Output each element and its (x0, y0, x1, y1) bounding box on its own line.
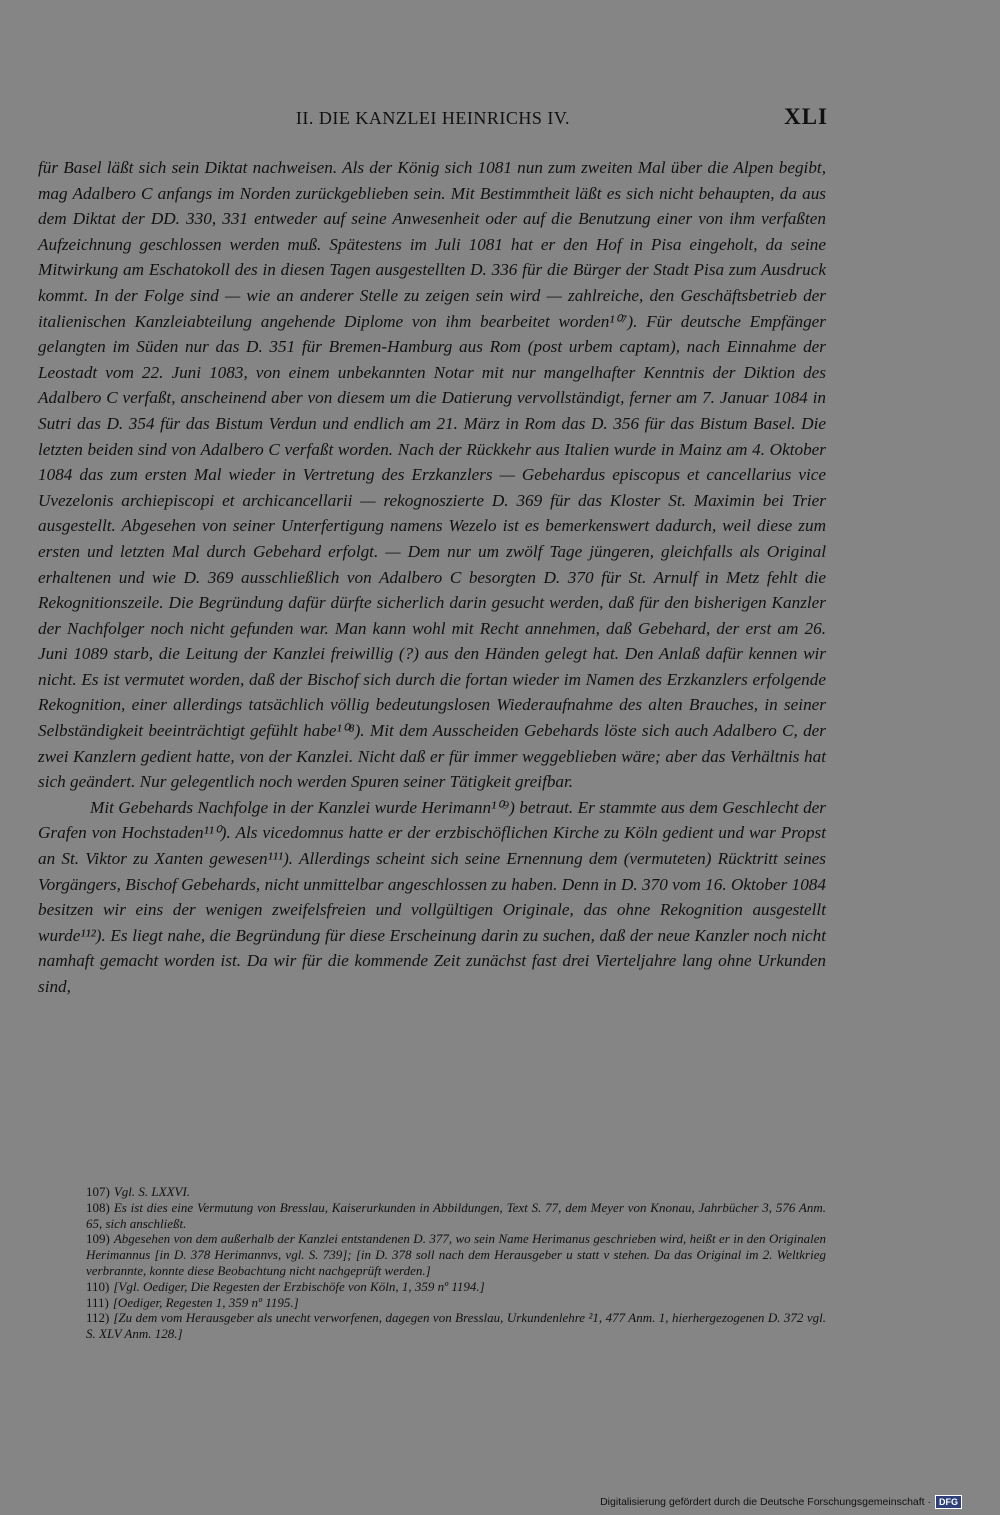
footnote-number: 107) (86, 1184, 110, 1199)
footnote (86, 1200, 826, 1232)
footnote-text: [Vgl. Oediger, Die Regesten der Erzbischöfe von Köln, 1, 359 nº 1194.] (113, 1278, 485, 1294)
footnote (86, 1279, 826, 1295)
footnote (86, 1184, 826, 1200)
footnote-text: Vgl. S. LXXVI. (113, 1184, 191, 1199)
credit-text: Digitalisierung gefördert durch die Deutsche Forschungsgemeinschaft · (600, 1496, 931, 1508)
footnote (86, 1231, 826, 1278)
footnote (86, 1310, 826, 1342)
footnote-number: 112) (86, 1310, 110, 1326)
footnote-number: 108) (86, 1199, 110, 1215)
footnote-number: 109) (86, 1231, 110, 1247)
page-header (38, 104, 828, 136)
paragraph: Mit Gebehards Nachfolge in der Kanzlei wurde Herimann¹⁰⁹) betraut. Er stammte aus dem Geschlecht der Grafen von Hochstaden¹¹⁰). Als vicedomnus hatte er der erzbischöflichen Kirche zu Köln gedient und war Propst an St. Viktor zu Xanten gewesen¹¹¹). Allerdings scheint sich seine Ernennung dem (vermuteten) Rücktritt seines Vorgängers, Bischof Gebehards, nicht unmittelbar angeschlossen zu haben. Denn in D. 370 vom 16. Oktober 1084 besitzen wir eins der wenigen zweifelsfreien und vollgültigen Originale, das ohne Rekognition ausgestellt wurde¹¹²). Es liegt nahe, die Begründung für diese Erscheinung darin zu suchen, daß der neue Kanzler noch nicht namhaft gemacht worden ist. Da wir für die kommende Zeit zunächst fast drei Vierteljahre lang ohne Urkunden sind, (38, 797, 826, 996)
footnote-number: 111) (86, 1294, 109, 1310)
page-number: XLI (784, 104, 828, 129)
footnote (86, 1295, 826, 1311)
footnote-text: [Oediger, Regesten 1, 359 nº 1195.] (112, 1294, 299, 1310)
main-text (38, 155, 826, 1000)
footnote-text: Abgesehen von dem außerhalb der Kanzlei entstandenen D. 377, wo sein Name Herimanus geschrieben wird, heißt er in den Originalen Herimannus [in D. 378 Herimannvs, vgl. S. 739]; [in D. 378 soll nach dem Herausgeber u statt v stehen. Da das Original im 2. Weltkrieg verbrannte, konnte diese Beobachtung nicht nachgeprüft werden.] (86, 1231, 826, 1278)
digitization-credit (600, 1495, 962, 1509)
running-title: II. DIE KANZLEI HEINRICHS IV. (295, 108, 571, 128)
footnote-text: Es ist dies eine Vermutung von Bresslau, Kaiserurkunden in Abbildungen, Text S. 77, dem Meyer von Knonau, Jahrbücher 3, 576 Anm. 65, sich anschließt. (86, 1199, 826, 1231)
footnote-text: [Zu dem vom Herausgeber als unecht verworfenen, dagegen von Bresslau, Urkundenlehre ²1, 477 Anm. 1, hierhergezogenen D. 372 vgl. S. XLV Anm. 128.] (86, 1310, 826, 1342)
paragraph: für Basel läßt sich sein Diktat nachweisen. Als der König sich 1081 nun zum zweiten Mal über die Alpen begibt, mag Adalbero C anfangs im Norden zurückgeblieben sein. Mit Bestimmtheit läßt es sich nicht behaupten, da aus dem Diktat der DD. 330, 331 entweder auf seine Anwesenheit oder auf die Benutzung einer von ihm verfaßten Aufzeichnung geschlossen werden muß. Spätestens im Juli 1081 hat er den Hof in Pisa eingeholt, da seine Mitwirkung am Eschatokoll des in diesen Tagen ausgestellten D. 336 für die Bürger der Stadt Pisa zum Ausdruck kommt. In der Folge sind — wie an anderer Stelle zu zeigen sein wird — zahlreiche, den Geschäftsbetrieb der italienischen Kanzleiabteilung angehende Diplome von ihm bearbeitet worden¹⁰⁷). Für deutsche Empfänger gelangten im Süden nur das D. 351 für Bremen-Hamburg aus Rom (post urbem captam), nach Einnahme der Leostadt vom 22. Juni 1083, von einem unbekannten Notar mit nur mangelhafter Kenntnis der Diktion des Adalbero C verfaßt, anscheinend aber von diesem um die Datierung vervollständigt, ferner am 7. Januar 1084 in Sutri das D. 354 für das Bistum Verdun und endlich am 21. März in Rom das D. 356 für das Bistum Basel. Die letzten beiden sind von Adalbero C verfaßt worden. Nach der Rückkehr aus Italien wurde in Mainz am 4. Oktober 1084 das zum ersten Mal wieder in Vertretung des Erzkanzlers — Gebehardus episcopus et cancellarius vice Uvezelonis archiepiscopi et archicancellarii — rekognoszierte D. 369 für das Kloster St. Maximin bei Trier ausgestellt. Abgesehen von seiner Unterfertigung namens Wezelo ist es bemerkenswert dadurch, weil diese zum ersten und letzten Mal durch Gebehard erfolgt. — Dem nur um zwölf Tage jüngeren, gleichfalls als Original erhaltenen und wie D. 369 ausschließlich von Adalbero C besorgten D. 370 für St. Arnulf in Metz fehlt die Rekognitionszeile. Die Begründung dafür dürfte sicherlich darin gesucht werden, daß für den bisherigen Kanzler der Nachfolger noch nicht gefunden war. Man kann wohl mit Recht annehmen, daß Gebehard, der erst am 26. Juni 1089 starb, die Leitung der Kanzlei freiwillig (?) aus den Händen gelegt hat. Den Anlaß dafür kennen wir nicht. Es ist vermutet worden, daß der Bischof sich durch die fortan wieder im Namen des Erzkanzlers erfolgende Rekognition, einer allerdings tatsächlich völlig bedeutungslosen Wiederaufnahme des alten Brauches, in seiner Selbständigkeit beeinträchtigt gefühlt habe¹⁰⁸). Mit dem Ausscheiden Gebehards löste sich auch Adalbero C, der zwei Kanzlern gedient hatte, von der Kanzlei. Nicht daß er für immer weggeblieben wäre; aber das Verhältnis hat sich geändert. Nur gelegentlich noch werden Spuren seiner Tätigkeit greifbar. (38, 158, 826, 792)
dfg-logo: DFG (935, 1495, 962, 1509)
footnote-number: 110) (86, 1278, 110, 1294)
footnotes (86, 1184, 826, 1342)
